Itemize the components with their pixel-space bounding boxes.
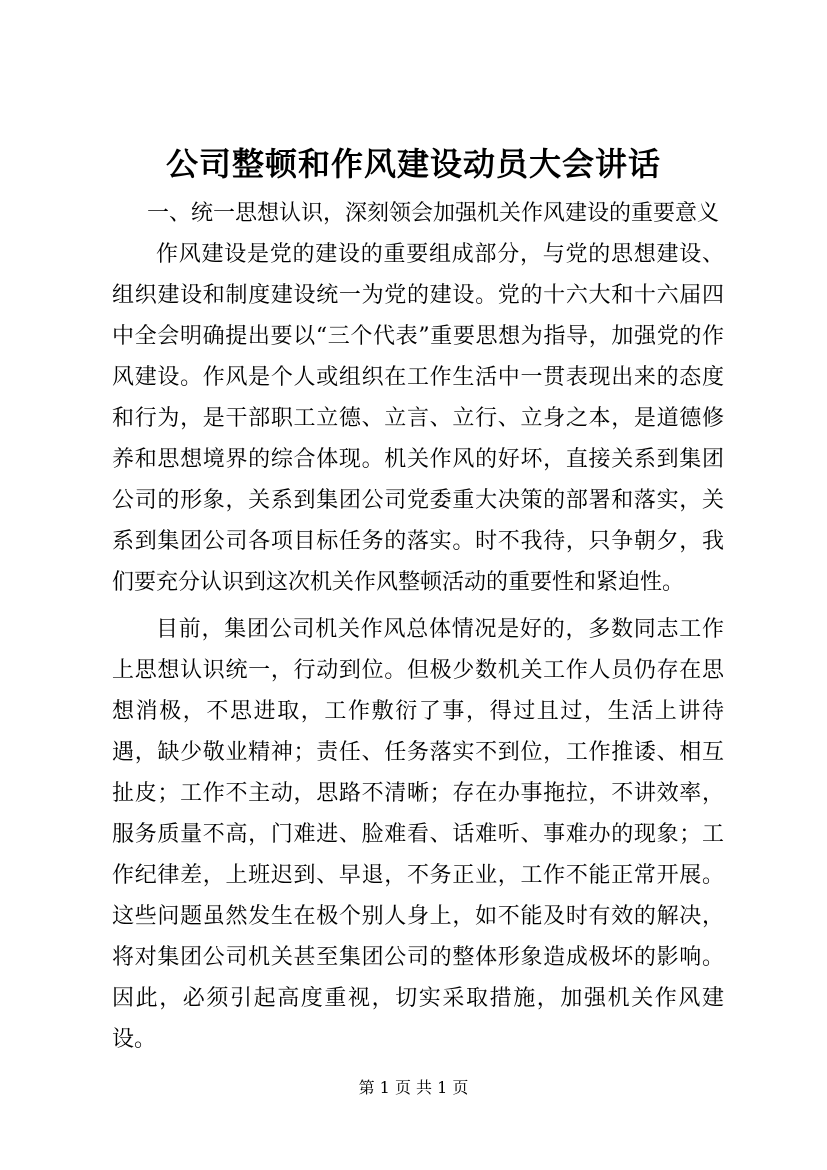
paragraph-2: 目前，集团公司机关作风总体情况是好的，多数同志工作上思想认识统一，行动到位。但极少数机关工作人员仍存在思想消极，不思进取，工作敷衍了事，得过且过，生活上讲待遇，缺少敬业精神；责任、任务落实不到位，工作推诿、相互扯皮；工作不主动，思路不清晰；存在办事拖拉，不讲效率，服务质量不高，门难进、脸难看、话难听、事难办的现象；工作纪律差，上班迟到、早退，不务正业，工作不能正常开展。这些问题虽然发生在极个别人身上，如不能及时有效的解决，将对集团公司机关甚至集团公司的整体形象造成极坏的影响。因此，必须引起高度重视，切实采取措施，加强机关作风建设。: [112, 617, 724, 1052]
page-footer: 第 1 页 共 1 页: [358, 1078, 469, 1097]
document-body: [112, 196, 724, 1060]
document-title: 公司整顿和作风建设动员大会讲话: [165, 145, 661, 183]
section-heading: 一、统一思想认识，深刻领会加强机关作风建设的重要意义: [147, 201, 720, 226]
paragraph-1: 作风建设是党的建设的重要组成部分，与党的思想建设、组织建设和制度建设统一为党的建设。党的十六大和十六届四中全会明确提出要以“三个代表”重要思想为指导，加强党的作风建设。作风是个人或组织在工作生活中一贯表现出来的态度和行为，是干部职工立德、立言、立行、立身之本，是道德修养和思想境界的综合体现。机关作风的好坏，直接关系到集团公司的形象，关系到集团公司党委重大决策的部署和落实，关系到集团公司各项目标任务的落实。时不我待，只争朝夕，我们要充分认识到这次机关作风整顿活动的重要性和紧迫性。: [112, 242, 724, 595]
